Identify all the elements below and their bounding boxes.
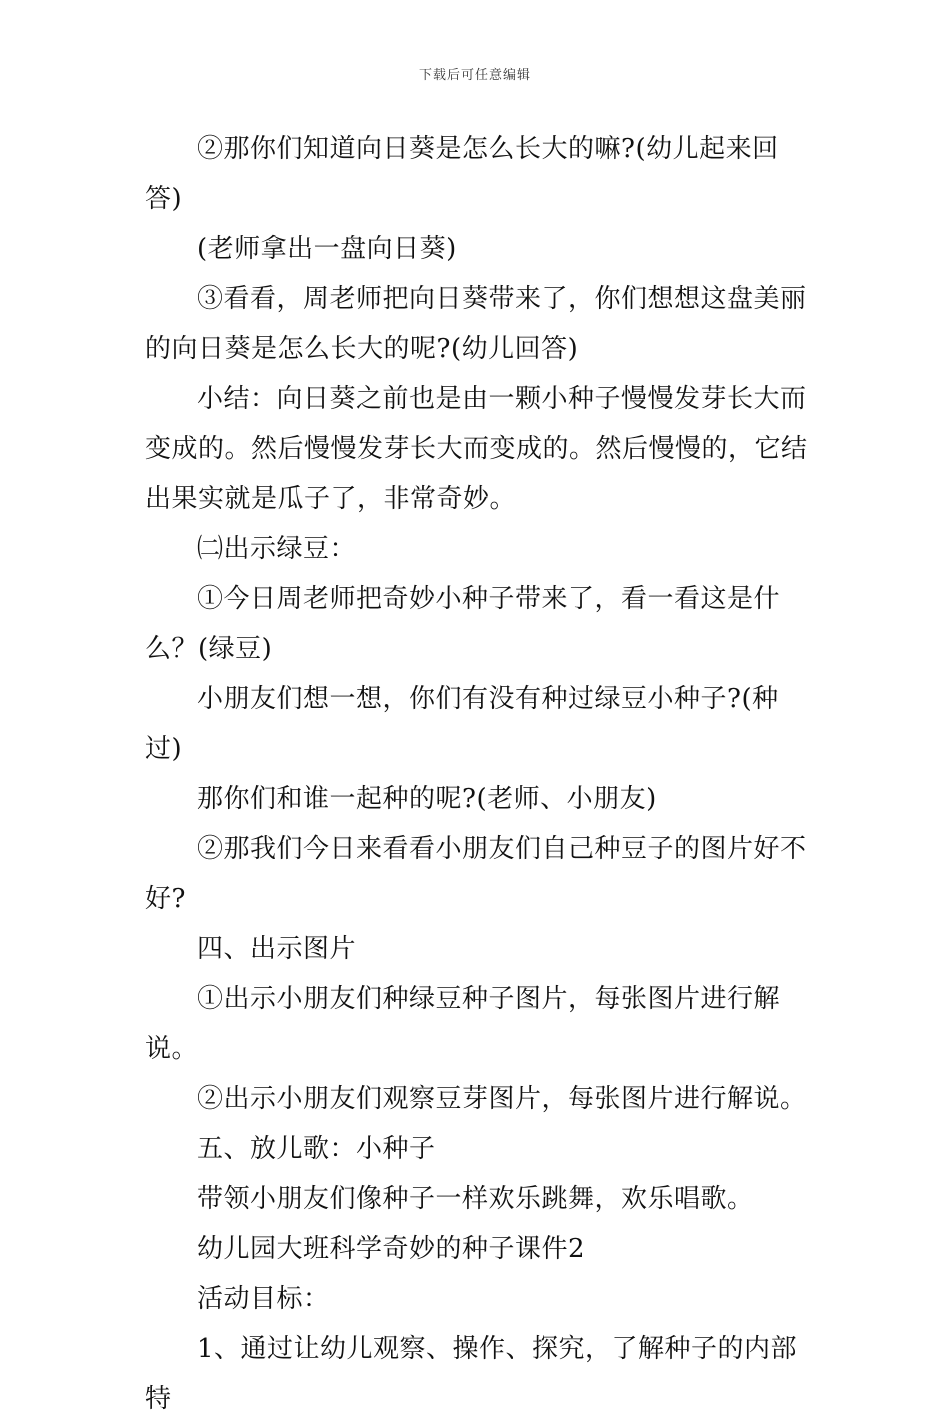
paragraph-16: 活动目标：: [197, 1284, 330, 1314]
paragraph-13: 五、放儿歌：小种子: [197, 1134, 436, 1164]
paragraph-12: ②出示小朋友们观察豆芽图片，每张图片进行解说。: [197, 1084, 807, 1114]
paragraph-17: 1、通过让幼儿观察、操作、探究，了解种子的内部特: [145, 1334, 798, 1414]
paragraph-7: 小朋友们想一想，你们有没有种过绿豆小种子?(种过): [145, 684, 779, 764]
paragraph-8: 那你们和谁一起种的呢?(老师、小朋友): [197, 784, 657, 814]
paragraph-15: 幼儿园大班科学奇妙的种子课件2: [197, 1234, 586, 1264]
paragraph-14: 带领小朋友们像种子一样欢乐跳舞，欢乐唱歌。: [197, 1184, 754, 1214]
paragraph-9: ②那我们今日来看看小朋友们自己种豆子的图片好不好?: [145, 834, 807, 914]
paragraph-6: ①今日周老师把奇妙小种子带来了，看一看这是什么？(绿豆): [145, 584, 781, 664]
paragraph-3: ③看看，周老师把向日葵带来了，你们想想这盘美丽的向日葵是怎么长大的呢?(幼儿回答): [145, 284, 807, 364]
paragraph-5: ㈡出示绿豆：: [197, 534, 357, 564]
paragraph-1: ②那你们知道向日葵是怎么长大的嘛?(幼儿起来回答): [145, 134, 779, 214]
paragraph-11: ①出示小朋友们种绿豆种子图片，每张图片进行解说。: [145, 984, 781, 1064]
paragraph-10: 四、出示图片: [197, 934, 357, 964]
paragraph-2: (老师拿出一盘向日葵): [197, 234, 457, 264]
paragraph-4: 小结：向日葵之前也是由一颗小种子慢慢发芽长大而变成的。然后慢慢发芽长大而变成的。然后慢慢的，它结出果实就是瓜子了，非常奇妙。: [145, 384, 808, 514]
document-body: [145, 124, 810, 1424]
page-header: 下载后可任意编辑: [418, 68, 531, 83]
